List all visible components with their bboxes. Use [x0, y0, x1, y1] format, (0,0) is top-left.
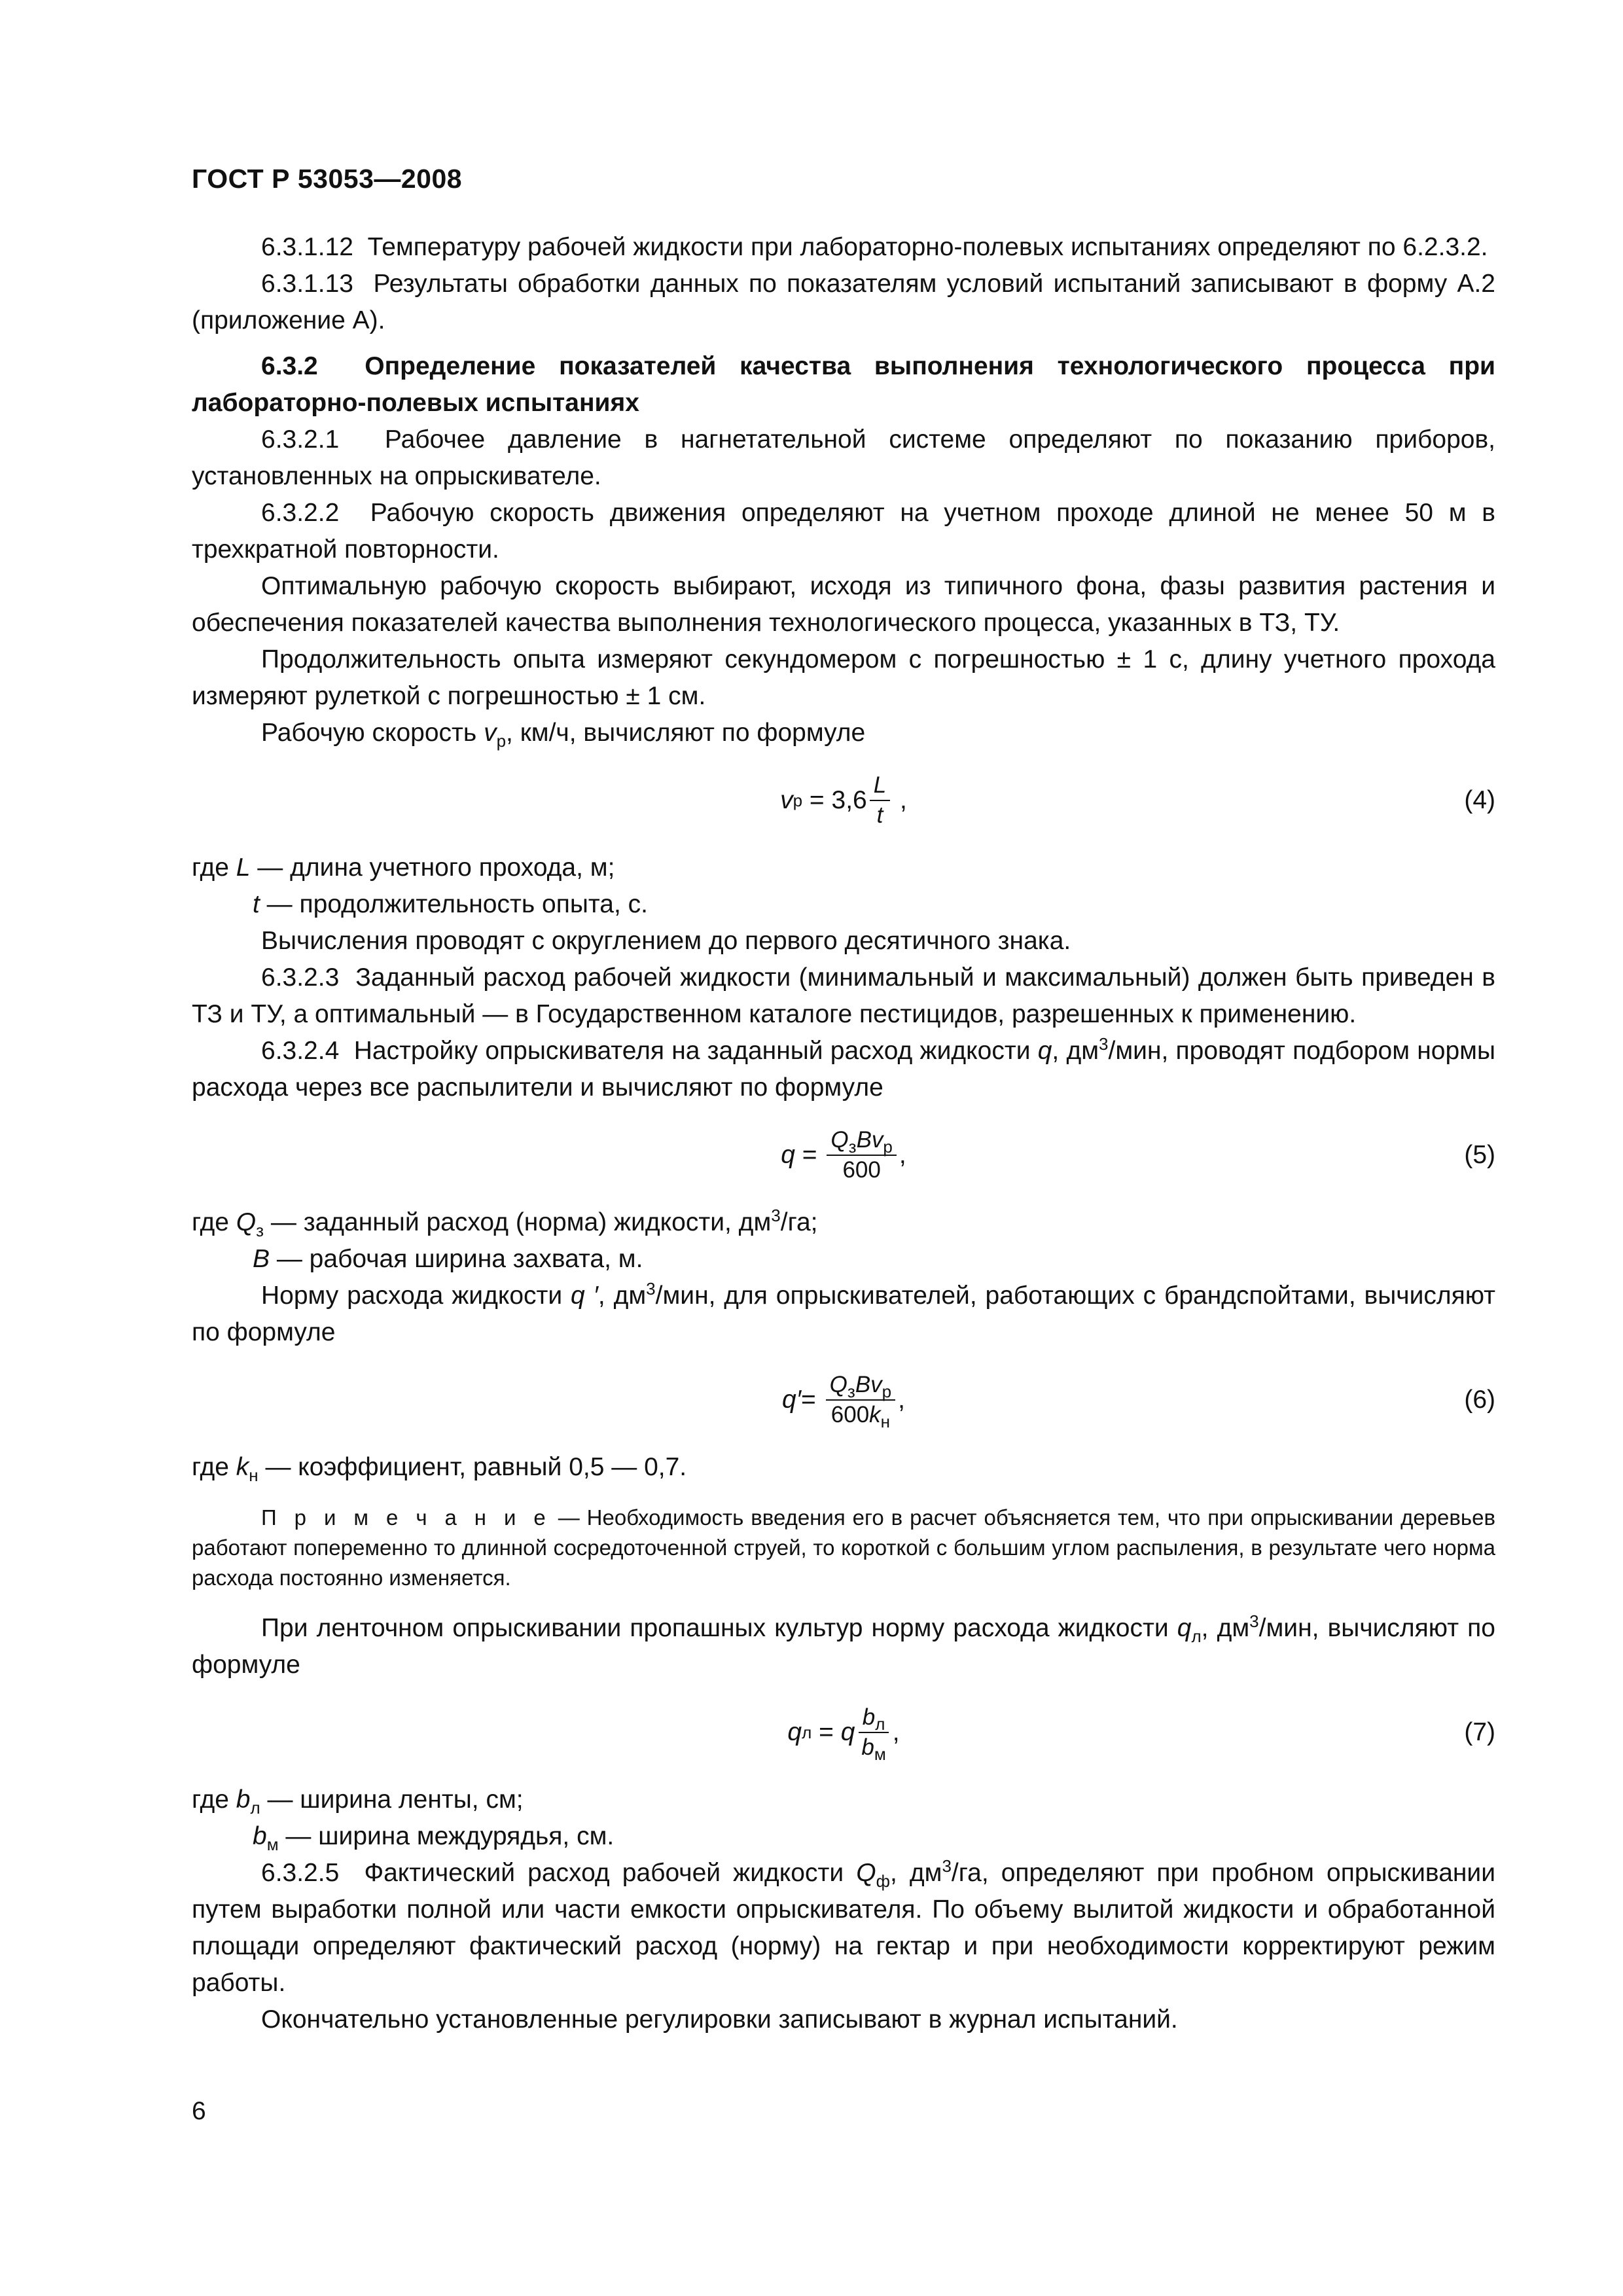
- clause-number: 6.3.2.1: [261, 425, 340, 454]
- formula-number: (4): [1464, 786, 1495, 814]
- paragraph-text: Температуру рабочей жидкости при лабораторно-полевых испытаниях определяют по 6.2.3.2.: [367, 233, 1488, 261]
- clause-number: 6.3.2.5: [261, 1859, 340, 1887]
- paragraph-hose-rate: Норму расхода жидкости q ′, $дм^3$/мин, для опрыскивателей, работающих с брандспойтами, вычисляют по формуле: [192, 1279, 1495, 1346]
- section-heading-6-3-2: [192, 348, 1495, 422]
- formula-4-body: v р = 3,6 $\frac{L}{t}$ ,: [780, 771, 907, 830]
- formula-6: [192, 1351, 1495, 1449]
- paragraph-band-spraying: При ленточном опрыскивании пропашных культур норму расхода жидкости $q_л$, $дм^3$/мин, вычисляют по формуле: [192, 1611, 1495, 1679]
- section-number: 6.3.2: [261, 352, 318, 380]
- formula-5-body: q = $\frac{Q_зBv_р}{600}$ ,: [781, 1126, 906, 1185]
- formula-number: (5): [1464, 1141, 1495, 1169]
- paragraph-rounding: Вычисления проводят с округлением до первого десятичного знака.: [261, 927, 1071, 955]
- where-line: где L — длина учетного прохода, м;: [192, 853, 615, 882]
- fraction: $\frac{b_л}{b_м}$: [857, 1703, 889, 1762]
- paragraph-6-3-2-4: 6.3.2.4 Настройку опрыскивателя на заданный расход жидкости q, $дм^3$/мин, проводят подбором нормы расхода через все распылители и вычисляют по формуле: [192, 1034, 1496, 1102]
- paragraph-speed-intro: Рабочую скорость $v_р$, км/ч, вычисляют по формуле: [261, 719, 866, 751]
- document-body: [192, 229, 1495, 2038]
- paragraph-6-3-2-3: [192, 960, 1495, 1033]
- clause-number: 6.3.2.4: [261, 1037, 340, 1065]
- where-line: где $b_л$ — ширина ленты, см;: [192, 1785, 524, 1818]
- note: [192, 1503, 1495, 1593]
- where-line: $b_м$ — ширина междурядья, см.: [253, 1822, 615, 1854]
- section-title: Определение показателей качества выполнения технологического процесса при лабораторно-полевых испытаниях: [192, 352, 1496, 417]
- paragraph-6-3-1-12: [192, 229, 1495, 266]
- note-label: П р и м е ч а н и е: [261, 1505, 551, 1530]
- formula-4: [192, 751, 1495, 850]
- paragraph-duration: Продолжительность опыта измеряют секундомером с погрешностью ± 1 с, длину учетного прохода измеряют рулеткой с погрешностью ± 1 см.: [192, 645, 1495, 710]
- clause-number: 6.3.1.12: [261, 233, 353, 261]
- clause-number: 6.3.1.13: [261, 270, 353, 298]
- paragraph-text: Рабочую скорость движения определяют на учетном проходе длиной не менее 50 м в трехкратной повторности.: [192, 499, 1495, 564]
- fraction: $\frac{Q_зBv_р}{600}$: [827, 1126, 896, 1185]
- paragraph-text: Рабочее давление в нагнетательной системе определяют по показанию приборов, установленных на опрыскивателе.: [192, 425, 1495, 490]
- paragraph-text: Результаты обработки данных по показателям условий испытаний записывают в форму А.2 (приложение А).: [192, 270, 1495, 334]
- clause-number: 6.3.2.3: [261, 963, 340, 992]
- paragraph-6-3-2-2: [192, 495, 1495, 568]
- formula-7: [192, 1683, 1495, 1782]
- paragraph-6-3-1-13: [192, 266, 1495, 339]
- paragraph-optimal-speed: Оптимальную рабочую скорость выбирают, исходя из типичного фона, фазы развития растения и обеспечения показателей качества выполнения технологического процесса, указанных в ТЗ, ТУ.: [192, 572, 1495, 637]
- fraction: $\frac{Q_зBv_р}{600k_н}$: [826, 1371, 895, 1429]
- paragraph-6-3-2-1: [192, 422, 1495, 495]
- page-number: 6: [192, 2097, 206, 2125]
- where-line: t — продолжительность опыта, с.: [253, 890, 648, 918]
- where-line: где $k_н$ — коэффициент, равный 0,5 — 0,7.: [192, 1453, 687, 1485]
- document-header: ГОСТ Р 53053—2008: [192, 164, 463, 194]
- paragraph-6-3-2-5: 6.3.2.5 Фактический расход рабочей жидкости $Q_ф$, $дм^3/га$, определяют при пробном опрыскивании путем выработки полной или части емкости опрыскивателя. По объему вылитой жидкости и обработанной площади определяют фактический расход (норму) на гектар и при необходимости корректируют режим работы.: [192, 1856, 1495, 1997]
- where-line: где $Q_з$ — заданный расход (норма) жидкости, $дм^3/га$;: [192, 1206, 818, 1240]
- formula-5: [192, 1106, 1495, 1204]
- clause-number: 6.3.2.2: [261, 499, 340, 527]
- where-line: B — рабочая ширина захвата, м.: [253, 1245, 643, 1273]
- formula-7-body: q л = q $\frac{b_л}{b_м}$ ,: [787, 1704, 900, 1764]
- formula-number: (7): [1464, 1718, 1495, 1746]
- formula-number: (6): [1464, 1386, 1495, 1414]
- symbol-v: v: [484, 719, 497, 747]
- paragraph-final: Окончательно установленные регулировки записывают в журнал испытаний.: [261, 2005, 1178, 2034]
- formula-6-body: q′ = $\frac{Q_зBv_р}{600k_н}$ ,: [782, 1372, 905, 1431]
- paragraph-text: Заданный расход рабочей жидкости (минимальный и максимальный) должен быть приведен в ТЗ и ТУ, а оптимальный — в Государственном каталоге пестицидов, разрешенных к применению.: [192, 963, 1495, 1028]
- note-text: — Необходимость введения его в расчет объясняется тем, что при опрыскивании деревьев работают попеременно то длинной сосредоточенной струей, то короткой с большим углом распыления, в результате чего норма расхода постоянно изменяется.: [192, 1505, 1495, 1590]
- fraction: $\frac{L}{t}$: [870, 771, 890, 830]
